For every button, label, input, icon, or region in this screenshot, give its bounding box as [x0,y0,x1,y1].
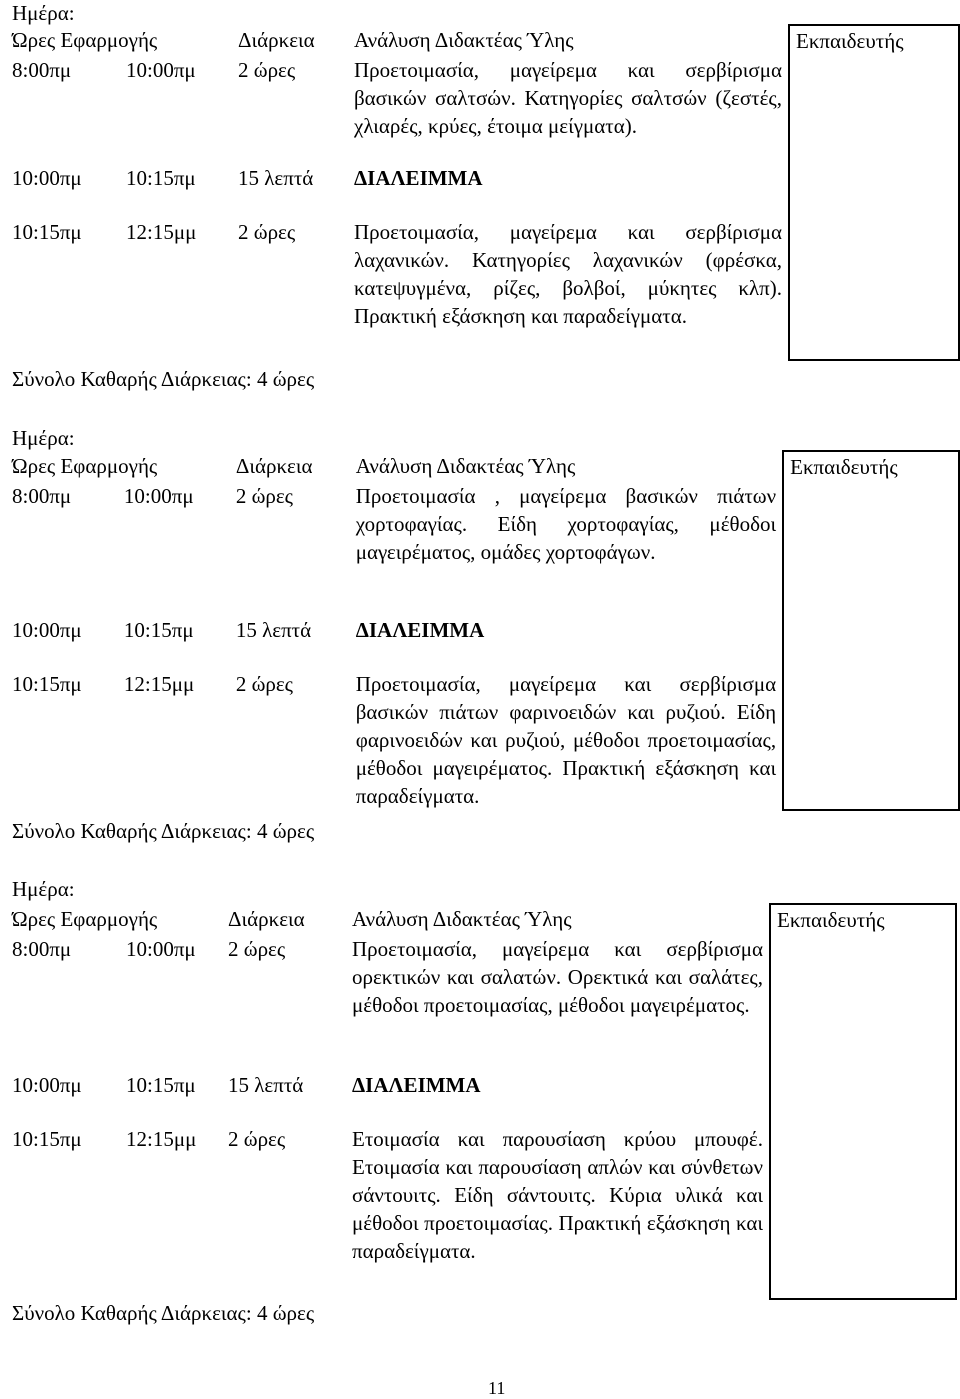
total-duration: Σύνολο Καθαρής Διάρκειας: 4 ώρες [12,1301,315,1325]
trainer-cell [783,616,959,670]
end-time: 10:00πμ [126,937,196,961]
start-time: 8:00πμ [12,58,72,82]
table-row [6,670,959,810]
duration: 2 ώρες [228,937,286,961]
duration: 15 λεπτά [228,1073,304,1097]
schedule-table [6,903,957,1300]
table-header-row [6,904,956,935]
trainer-cell [770,1125,956,1299]
duration: 2 ώρες [228,1127,286,1151]
trainer-cell [770,935,956,1071]
table-row [6,164,959,218]
header-duration: Διάρκεια [228,907,305,931]
start-time: 10:15πμ [12,220,82,244]
duration: 15 λεπτά [235,618,312,642]
total-duration: Σύνολο Καθαρής Διάρκειας: 4 ώρες [12,819,315,843]
header-trainer: Εκπαιδευτής [783,451,959,482]
start-time: 8:00πμ [12,937,72,961]
content-description: Προετοιμασία, μαγείρεμα και σερβίρισμα βασικών πιάτων φαρινοειδών και ρυζιού. Είδη φαρινοειδών και ρυζιού, μέθοδοι προετοιμασίας, μέθοδοι μαγειρέματος. Πρακτική εξάσκηση και παραδείγματα. [355,672,777,808]
start-time: 10:00πμ [12,166,82,190]
duration: 2 ώρες [238,220,296,244]
trainer-cell [789,164,959,218]
total-duration: Σύνολο Καθαρής Διάρκειας: 4 ώρες [12,367,315,391]
header-content: Ανάλυση Διδακτέας Ύλης [355,454,576,478]
end-time: 12:15μμ [126,1127,197,1151]
schedule-table [6,450,960,811]
content-description: ΔΙΑΛΕΙΜΜΑ [352,1073,481,1097]
duration: 2 ώρες [235,672,293,696]
content-description: Προετοιμασία , μαγείρεμα βασικών πιάτων χορτοφαγίας. Είδη χορτοφαγίας, μέθοδοι μαγειρέματος, ομάδες χορτοφάγων. [355,484,777,564]
table-row [6,218,959,360]
duration: 15 λεπτά [238,166,314,190]
content-description: Ετοιμασία και παρουσίαση κρύου μπουφέ. Ετοιμασία και παρουσίαση απλών και σύνθετων σάντουιτς. Είδη σάντουιτς. Κύρια υλικά και μέθοδοι προετοιμασίας. Πρακτική εξάσκηση και παραδείγματα. [352,1127,763,1263]
header-duration: Διάρκεια [235,454,313,478]
table-row [6,56,959,164]
trainer-cell [770,1071,956,1125]
duration: 2 ώρες [238,58,296,82]
header-content: Ανάλυση Διδακτέας Ύλης [352,907,572,931]
start-time: 8:00πμ [12,484,72,508]
end-time: 12:15μμ [126,220,197,244]
header-trainer: Εκπαιδευτής [770,904,956,935]
table-row [6,616,959,670]
header-time: Ώρες Εφαρμογής [12,454,158,478]
day-label: Ημέρα: [12,1,75,25]
header-trainer: Εκπαιδευτής [789,25,959,56]
content-description: ΔΙΑΛΕΙΜΜΑ [355,618,485,642]
content-description: Προετοιμασία, μαγείρεμα και σερβίρισμα βασικών σαλτσών. Κατηγορίες σαλτσών (ζεστές, χλιαρές, κρύες, έτοιμα μείγματα). [354,58,782,138]
table-row [6,1071,956,1125]
day-label: Ημέρα: [12,426,75,450]
header-time: Ώρες Εφαρμογής [12,907,158,931]
start-time: 10:15πμ [12,1127,82,1151]
header-time: Ώρες Εφαρμογής [12,28,158,52]
trainer-cell [783,482,959,616]
table-header-row [6,451,959,482]
trainer-cell [789,56,959,164]
content-description: Προετοιμασία, μαγείρεμα και σερβίρισμα ορεκτικών και σαλατών. Ορεκτικά και σαλάτες, μέθοδοι προετοιμασίας, μέθοδοι μαγειρέματος. [352,937,763,1017]
end-time: 10:15πμ [123,618,194,642]
header-content: Ανάλυση Διδακτέας Ύλης [354,28,574,52]
end-time: 10:15πμ [126,166,196,190]
start-time: 10:15πμ [12,672,82,696]
trainer-cell [789,218,959,360]
duration: 2 ώρες [235,484,293,508]
end-time: 12:15μμ [123,672,195,696]
content-description: ΔΙΑΛΕΙΜΜΑ [354,166,483,190]
start-time: 10:00πμ [12,1073,82,1097]
page-number: 11 [488,1378,506,1398]
end-time: 10:00πμ [123,484,194,508]
table-row [6,935,956,1071]
table-row [6,482,959,616]
end-time: 10:00πμ [126,58,196,82]
content-description: Προετοιμασία, μαγείρεμα και σερβίρισμα λαχανικών. Κατηγορίες λαχανικών (φρέσκα, κατεψυγμένα, ρίζες, βολβοί, μύκητες κλπ). Πρακτική εξάσκηση και παραδείγματα. [354,220,782,328]
schedule-table [6,24,960,361]
start-time: 10:00πμ [12,618,82,642]
day-label: Ημέρα: [12,877,75,901]
table-header-row [6,25,959,56]
header-duration: Διάρκεια [238,28,315,52]
trainer-cell [783,670,959,810]
end-time: 10:15πμ [126,1073,196,1097]
table-row [6,1125,956,1299]
